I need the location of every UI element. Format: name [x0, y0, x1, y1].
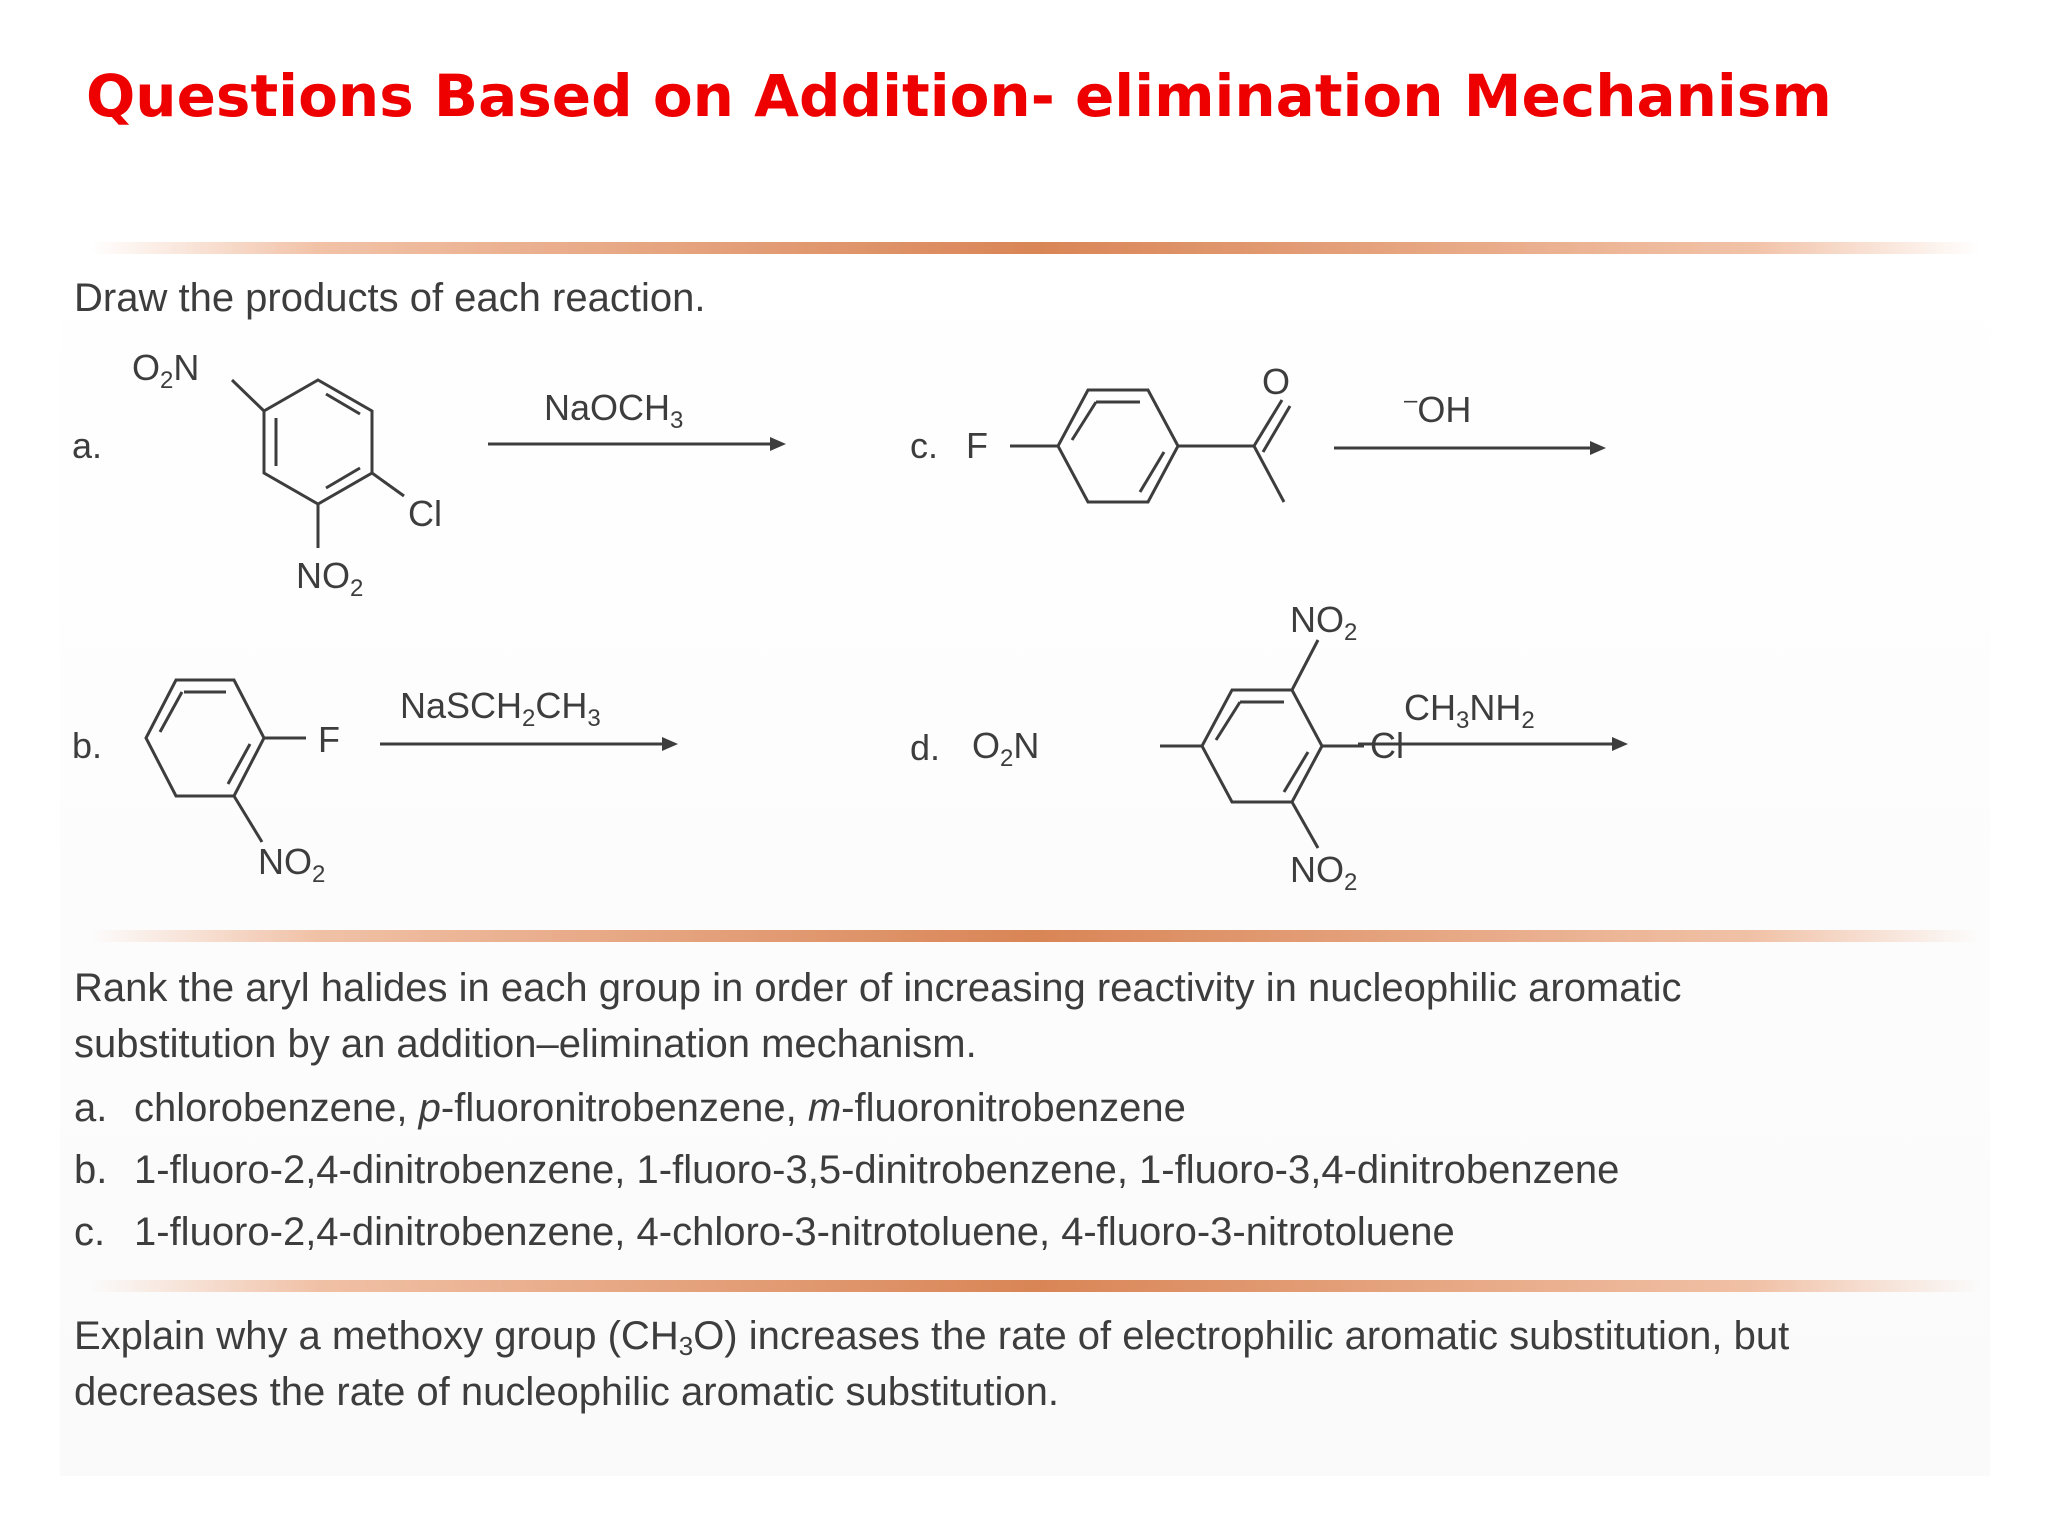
rank-item-a-part3: -fluoronitrobenzene: [841, 1086, 1186, 1130]
section2-prompt-line2: substitution by an addition–elimination mechanism.: [74, 1022, 977, 1066]
rank-item-a-italic2: m: [807, 1086, 842, 1130]
arrow-c-head: [1590, 441, 1606, 455]
bond-d-no2-bottom: [1292, 802, 1318, 848]
ring-d-double-3: [1216, 702, 1240, 740]
rank-item-b-text: 1-fluoro-2,4-dinitrobenzene, 1-fluoro-3,5-dinitrobenzene, 1-fluoro-3,4-dinitrobenzene: [134, 1148, 1620, 1192]
c-o-label: O: [1262, 361, 1291, 402]
b-f-label: F: [318, 719, 340, 760]
b-reagent: $NaSCH_2CH_3$: [400, 685, 601, 732]
rank-item-a-part1: chlorobenzene,: [134, 1086, 419, 1130]
divider-bottom: [90, 1280, 1980, 1292]
bond-c-methyl: [1254, 446, 1284, 502]
ring-b-double-3: [160, 692, 182, 732]
d-reagent: $CH_3NH_2$: [1404, 687, 1535, 734]
rank-item-a-letter: a.: [74, 1086, 108, 1130]
arrow-a-head: [770, 437, 786, 451]
ring-d-hexagon: [1202, 690, 1322, 802]
bond-a-cl: [372, 473, 404, 496]
ring-d: [1160, 640, 1364, 848]
rank-item-b: [74, 1148, 1619, 1193]
section3-line1: Explain why a methoxy group $(CH_3O)$ increases the rate of electrophilic aromatic substitution, but: [74, 1314, 1790, 1361]
ring-b: [146, 680, 306, 842]
slide-title: Questions Based on Addition- elimination Mechanism: [86, 62, 1832, 130]
rank-item-c-text: 1-fluoro-2,4-dinitrobenzene, 4-chloro-3-nitrotoluene, 4-fluoro-3-nitrotoluene: [134, 1210, 1455, 1254]
rank-item-a-italic1: p: [418, 1086, 441, 1130]
section1-prompt: Draw the products of each reaction.: [74, 276, 706, 320]
bond-c-co-1: [1254, 400, 1282, 446]
ring-a-double-2: [326, 468, 360, 488]
bond-c-co-2: [1263, 406, 1290, 452]
ring-b-double-2: [228, 744, 250, 784]
ring-a-hexagon: [264, 380, 372, 504]
d-no2-top-label: $NO_2$: [1290, 599, 1358, 646]
a-cl-label: Cl: [408, 493, 442, 534]
rank-item-a: [74, 1086, 1186, 1131]
ring-b-hexagon: [146, 680, 264, 796]
ring-d-double-2: [1284, 752, 1308, 792]
section3-prompt: [74, 1308, 1974, 1420]
rank-item-c: [74, 1210, 1455, 1255]
section3-line2: decreases the rate of nucleophilic aromatic substitution.: [74, 1370, 1059, 1414]
reaction-c-letter: c.: [910, 425, 939, 466]
ring-c: [1010, 390, 1290, 502]
arrow-b-head: [662, 737, 678, 751]
ring-c-hexagon: [1058, 390, 1178, 502]
rank-item-b-letter: b.: [74, 1148, 108, 1192]
ring-c-double-3: [1072, 402, 1096, 440]
c-reagent: –OH: [1404, 387, 1472, 430]
d-o2n-label: $O_2N$: [972, 725, 1040, 772]
bond-b-no2: [234, 796, 262, 842]
a-reagent: NaOCH$_3$: [544, 387, 684, 434]
ring-a: [232, 380, 404, 548]
rank-item-a-part2: -fluoronitrobenzene,: [440, 1086, 808, 1130]
reaction-d-letter: d.: [910, 727, 941, 768]
bond-a-o2n: [232, 380, 264, 411]
d-no2-bottom-label: $NO_2$: [1290, 849, 1358, 896]
divider-middle: [90, 930, 1980, 942]
bond-d-no2-top: [1292, 640, 1318, 690]
b-no2-label: $NO_2$: [258, 841, 326, 888]
ring-c-double-2: [1140, 452, 1164, 492]
a-o2n-label: $O_2N$: [132, 347, 200, 394]
d-cl-label: Cl: [1370, 725, 1404, 766]
section2-prompt-line1: Rank the aryl halides in each group in order of increasing reactivity in nucleophilic aromatic: [74, 966, 1682, 1010]
ring-a-double-1: [326, 394, 360, 414]
c-f-label: F: [966, 425, 988, 466]
divider-top: [90, 242, 1980, 254]
a-no2-label: $NO_2$: [296, 555, 364, 602]
arrow-d-head: [1612, 737, 1628, 751]
rank-item-c-letter: c.: [74, 1210, 106, 1254]
section2-prompt: [74, 960, 1974, 1072]
reaction-a-letter: a.: [72, 425, 103, 466]
reaction-b-letter: b.: [72, 725, 103, 766]
